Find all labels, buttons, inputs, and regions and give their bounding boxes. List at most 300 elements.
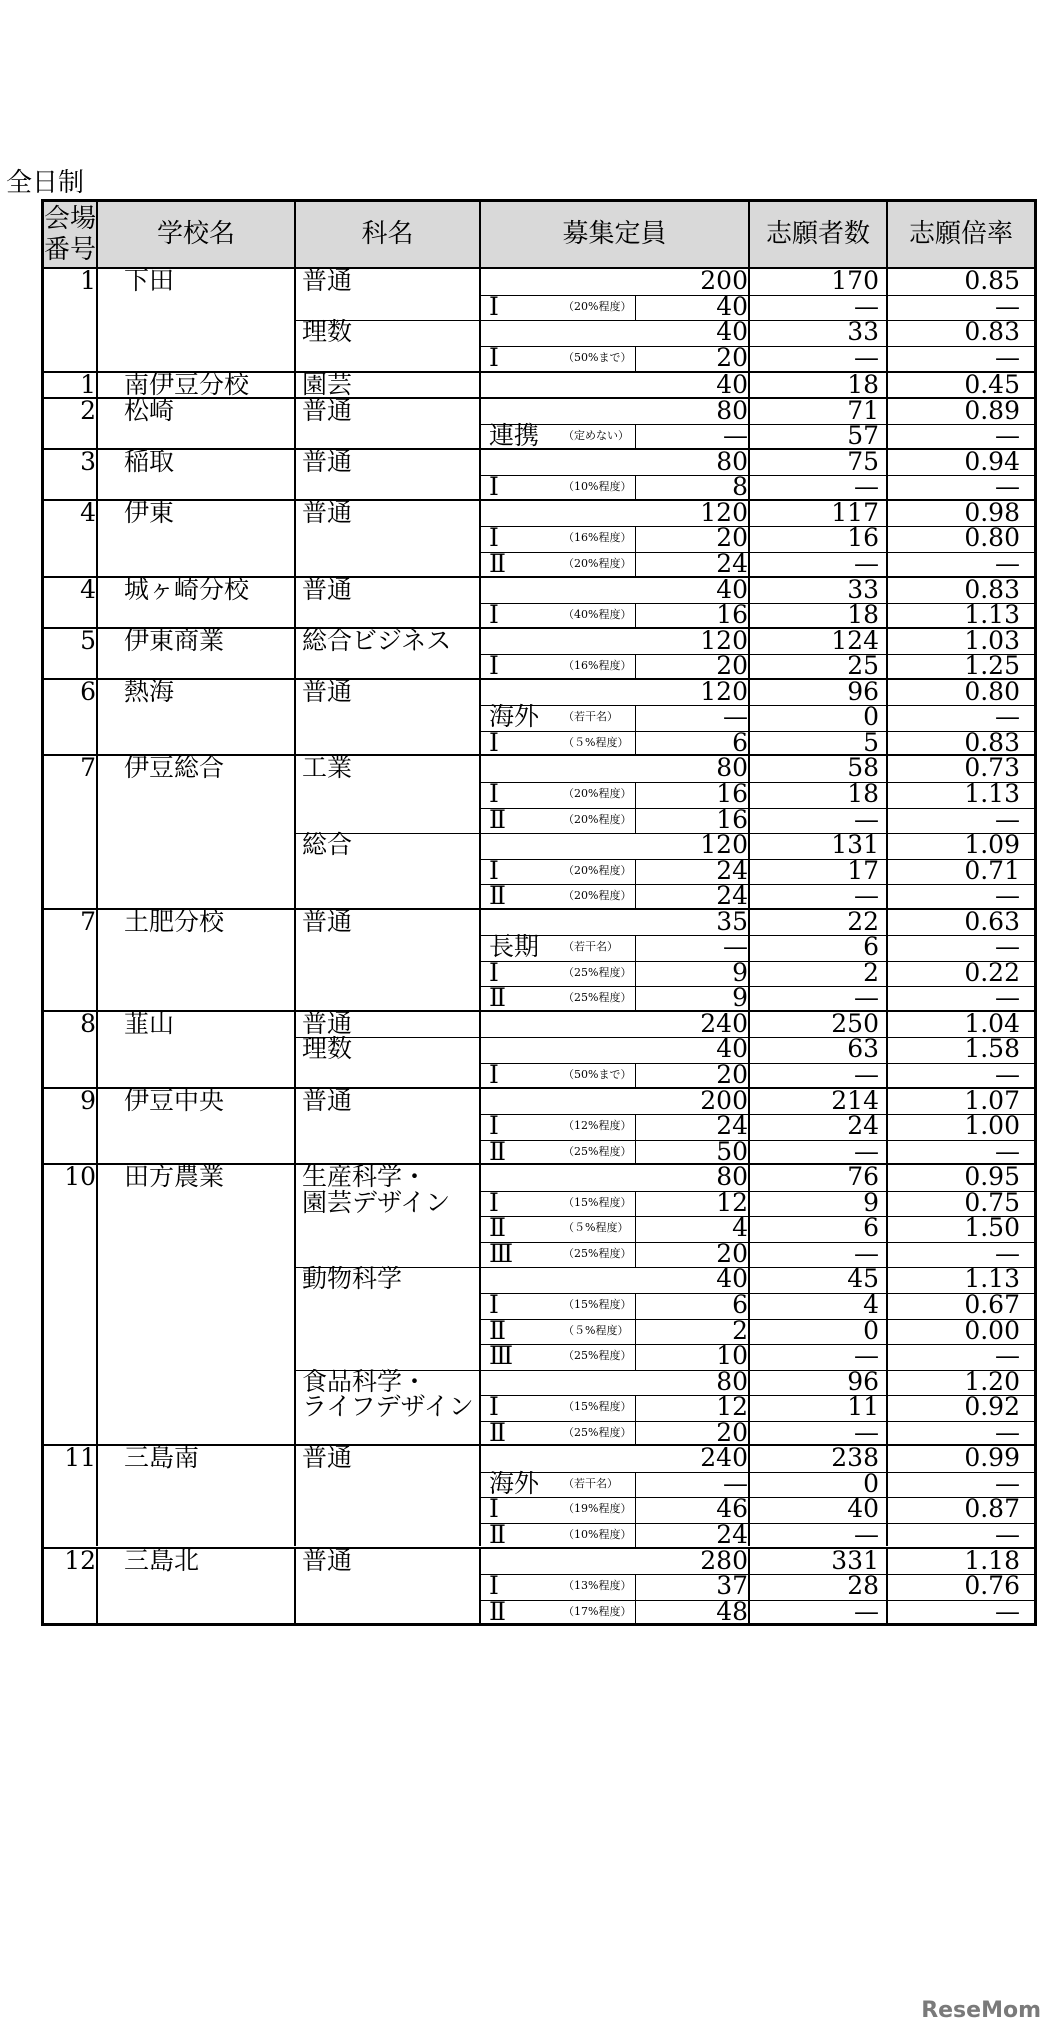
quota-value: 4 (732, 1213, 748, 1243)
selection-note: （16%程度） (563, 659, 632, 673)
applicants-value: 25 (847, 651, 879, 681)
applicants-value: 58 (847, 753, 879, 783)
selection-label: Ⅰ (489, 727, 499, 757)
ratio-value: 0.71 (964, 855, 1020, 885)
selection-note: （10%程度） (563, 1527, 632, 1541)
applicants-value: — (854, 291, 879, 321)
selection-label: Ⅰ (489, 957, 499, 987)
venue-number: 4 (80, 574, 96, 604)
selection-label: Ⅱ (489, 1596, 506, 1626)
quota-value: 20 (716, 342, 748, 372)
applicants-value: 238 (831, 1443, 879, 1473)
ratio-value: 0.73 (964, 753, 1020, 783)
ratio-value: 0.80 (964, 523, 1020, 553)
quota-value: 8 (732, 472, 748, 502)
selection-label: Ⅰ (489, 1187, 499, 1217)
department-name: 普通 (302, 446, 353, 476)
applicants-value: 124 (831, 625, 879, 655)
quota-value: 120 (700, 497, 748, 527)
applicants-value: — (854, 342, 879, 372)
selection-note: （20%程度） (563, 786, 632, 800)
venue-number: 2 (80, 395, 96, 425)
ratio-value: 0.83 (964, 727, 1020, 757)
selection-label: Ⅱ (489, 1136, 506, 1166)
quota-value: 40 (716, 1264, 748, 1294)
applicants-value: 170 (831, 266, 879, 295)
quota-value: — (723, 702, 748, 732)
header-venue: 会場 番号 (44, 203, 97, 265)
ratio-value: 1.58 (964, 1034, 1020, 1064)
applicants-value: 71 (847, 395, 879, 425)
quota-value: 50 (716, 1136, 748, 1166)
venue-number: 12 (64, 1545, 96, 1575)
applicants-value: 250 (831, 1008, 879, 1038)
ratio-value: 0.75 (964, 1187, 1020, 1217)
school-name: 三島南 (124, 1443, 200, 1473)
selection-label: Ⅰ (489, 1111, 499, 1141)
quota-value: 16 (716, 600, 748, 630)
venue-number: 8 (80, 1008, 96, 1038)
department-name: 普通 (302, 497, 353, 527)
quota-value: 40 (716, 291, 748, 321)
ratio-value: — (995, 702, 1020, 732)
applicants-value: — (854, 1136, 879, 1166)
venue-number: 3 (80, 446, 96, 476)
selection-label: 長期 (489, 932, 540, 962)
quota-value: 24 (716, 881, 748, 911)
ratio-value: 0.99 (964, 1443, 1020, 1473)
ratio-value: 0.95 (964, 1162, 1020, 1192)
ratio-value: — (995, 804, 1020, 834)
ratio-value: 0.80 (964, 676, 1020, 706)
applicants-value: 331 (831, 1545, 879, 1575)
school-block (44, 678, 1034, 755)
venue-number: 11 (64, 1443, 96, 1473)
school-block (44, 1008, 1034, 1090)
quota-value: 80 (716, 1366, 748, 1396)
applicants-value: 214 (831, 1085, 879, 1115)
selection-label: Ⅰ (489, 855, 499, 885)
quota-value: — (723, 932, 748, 962)
quota-value: 200 (700, 266, 748, 295)
ratio-value: 1.03 (964, 625, 1020, 655)
applicants-value: 2 (863, 957, 879, 987)
header-school: 学校名 (156, 219, 235, 249)
school-block (44, 625, 1034, 681)
table-header (44, 202, 1034, 269)
ratio-value: — (995, 1417, 1020, 1447)
school-block (44, 906, 1034, 1013)
applicants-value: 96 (847, 676, 879, 706)
applicants-value: 131 (831, 830, 879, 860)
school-block (44, 1162, 1034, 1447)
ratio-value: 0.89 (964, 395, 1020, 425)
selection-note: （16%程度） (563, 531, 632, 545)
school-name: 田方農業 (124, 1162, 225, 1192)
ratio-value: 1.13 (964, 778, 1020, 808)
department-name: 理数 (302, 1034, 353, 1064)
selection-label: Ⅰ (489, 600, 499, 630)
selection-note: （５%程度） (563, 1323, 629, 1337)
applicants-value: 18 (847, 600, 879, 630)
ratio-value: — (995, 549, 1020, 579)
selection-note: （定めない） (563, 429, 629, 443)
selection-label: 連携 (489, 421, 540, 451)
department-name: 普通 (302, 574, 353, 604)
school-name: 伊豆中央 (124, 1085, 225, 1115)
quota-value: 12 (716, 1187, 748, 1217)
selection-label: Ⅰ (489, 342, 499, 372)
applicants-value: 22 (847, 906, 879, 936)
school-block (44, 446, 1034, 502)
applicants-value: 96 (847, 1366, 879, 1396)
quota-value: 20 (716, 651, 748, 681)
quota-value: 9 (732, 983, 748, 1013)
selection-note: （20%程度） (563, 812, 632, 826)
ratio-value: 0.87 (964, 1494, 1020, 1524)
quota-value: 20 (716, 1417, 748, 1447)
school-block (44, 1547, 1034, 1624)
ratio-value: 0.67 (964, 1290, 1020, 1319)
selection-note: （20%程度） (563, 889, 632, 903)
school-name: 城ヶ崎分校 (124, 574, 250, 604)
applicants-value: — (854, 1060, 879, 1090)
ratio-value: — (995, 472, 1020, 502)
department-name: 普通 (302, 676, 353, 706)
selection-note: （若干名） (563, 710, 618, 724)
school-name: 南伊豆分校 (124, 370, 250, 400)
applicants-value: 33 (847, 317, 879, 347)
applicants-value: — (854, 1417, 879, 1447)
quota-value: 240 (700, 1443, 748, 1473)
applicants-value: 57 (847, 421, 879, 451)
selection-label: Ⅱ (489, 881, 506, 911)
quota-value: 80 (716, 395, 748, 425)
quota-value: 46 (716, 1494, 748, 1524)
department-name: 動物科学 (302, 1264, 403, 1294)
selection-label: Ⅱ (489, 1315, 506, 1345)
quota-value: 24 (716, 549, 748, 579)
selection-label: Ⅰ (489, 523, 499, 553)
applicants-value: 63 (847, 1034, 879, 1064)
selection-label: Ⅰ (489, 778, 499, 808)
quota-value: 16 (716, 804, 748, 834)
selection-label: Ⅱ (489, 983, 506, 1013)
department-name: 工業 (302, 753, 353, 783)
header-quota: 募集定員 (562, 219, 667, 249)
school-name: 下田 (124, 266, 175, 295)
quota-value: 80 (716, 446, 748, 476)
department-name: 総合ビジネス (302, 625, 452, 655)
department-name: 食品科学・ ライフデザイン (302, 1366, 474, 1422)
header-ratio: 志願倍率 (908, 219, 1013, 249)
venue-number: 6 (80, 676, 96, 706)
applicants-value: 11 (847, 1392, 879, 1422)
quota-value: 37 (716, 1571, 748, 1601)
ratio-value: — (995, 342, 1020, 372)
school-name: 熱海 (124, 676, 175, 706)
selection-note: （５%程度） (563, 1221, 629, 1235)
selection-note: （25%程度） (563, 1246, 632, 1260)
selection-label: Ⅰ (489, 1060, 499, 1090)
applicants-value: 24 (847, 1111, 879, 1141)
selection-label: Ⅱ (489, 1417, 506, 1447)
applicants-value: 117 (831, 497, 879, 527)
school-name: 韮山 (124, 1008, 175, 1038)
applicants-value: — (854, 983, 879, 1013)
selection-note: （５%程度） (563, 735, 629, 749)
ratio-value: 0.85 (964, 266, 1020, 295)
applicants-value: 18 (847, 370, 879, 400)
ratio-value: — (995, 291, 1020, 321)
ratio-value: 1.20 (964, 1366, 1020, 1396)
ratio-value: — (995, 1468, 1020, 1498)
selection-label: Ⅱ (489, 1213, 506, 1243)
table-row (44, 1595, 1034, 1628)
ratio-value: 0.83 (964, 574, 1020, 604)
ratio-value: 1.09 (964, 830, 1020, 860)
school-block (44, 753, 1034, 911)
selection-note: （20%程度） (563, 863, 632, 877)
quota-value: 6 (732, 1290, 748, 1319)
ratio-value: 0.94 (964, 446, 1020, 476)
quota-value: 20 (716, 1060, 748, 1090)
selection-note: （25%程度） (563, 965, 632, 979)
quota-value: 40 (716, 370, 748, 400)
applicants-value: — (854, 804, 879, 834)
selection-note: （25%程度） (563, 1425, 632, 1439)
department-name: 園芸 (302, 370, 353, 400)
department-name: 普通 (302, 266, 353, 295)
selection-note: （17%程度） (563, 1604, 632, 1618)
quota-value: 9 (732, 957, 748, 987)
school-name: 伊東商業 (124, 625, 225, 655)
school-name: 三島北 (124, 1545, 200, 1575)
ratio-value: 0.76 (964, 1571, 1020, 1601)
ratio-value: 0.98 (964, 497, 1020, 527)
watermark-logo: ReseMom (921, 1998, 1041, 2023)
applicants-value: 33 (847, 574, 879, 604)
applicants-value: 76 (847, 1162, 879, 1192)
ratio-value: 0.45 (964, 370, 1020, 400)
applicants-value: — (854, 1238, 879, 1268)
school-block (44, 574, 1034, 630)
selection-note: （40%程度） (563, 608, 632, 622)
ratio-value: — (995, 1519, 1020, 1549)
venue-number: 7 (80, 906, 96, 936)
applicants-value: — (854, 1596, 879, 1626)
selection-note: （25%程度） (563, 1144, 632, 1158)
selection-note: （若干名） (563, 940, 618, 954)
school-name: 伊東 (124, 497, 175, 527)
ratio-value: — (995, 421, 1020, 451)
selection-label: Ⅱ (489, 804, 506, 834)
department-name: 理数 (302, 317, 353, 347)
quota-value: 120 (700, 625, 748, 655)
ratio-value: 1.13 (964, 1264, 1020, 1294)
ratio-value: 1.18 (964, 1545, 1020, 1575)
ratio-value: — (995, 881, 1020, 911)
quota-value: 80 (716, 753, 748, 783)
applicants-value: 28 (847, 1571, 879, 1601)
selection-label: Ⅰ (489, 651, 499, 681)
quota-value: 16 (716, 778, 748, 808)
quota-value: 40 (716, 317, 748, 347)
quota-value: 20 (716, 1238, 748, 1268)
quota-value: 24 (716, 1111, 748, 1141)
selection-label: 海外 (489, 1468, 540, 1498)
school-name: 伊豆総合 (124, 753, 225, 783)
ratio-value: — (995, 1136, 1020, 1166)
selection-note: （15%程度） (563, 1195, 632, 1209)
selection-label: Ⅰ (489, 472, 499, 502)
venue-number: 1 (80, 370, 96, 400)
applicants-value: 0 (863, 1468, 879, 1498)
school-name: 稲取 (124, 446, 175, 476)
quota-value: — (723, 421, 748, 451)
ratio-value: 1.00 (964, 1111, 1020, 1141)
school-block (44, 1087, 1034, 1164)
header-department: 科名 (361, 219, 414, 249)
header-applicants: 志願者数 (765, 219, 870, 249)
selection-note: （20%程度） (563, 299, 632, 313)
selection-note: （20%程度） (563, 557, 632, 571)
ratio-value: 1.50 (964, 1213, 1020, 1243)
selection-note: （15%程度） (563, 1400, 632, 1414)
selection-note: （25%程度） (563, 991, 632, 1005)
quota-value: 12 (716, 1392, 748, 1422)
school-block (44, 266, 1034, 372)
venue-number: 10 (64, 1162, 96, 1192)
school-name: 土肥分校 (124, 906, 225, 936)
applicants-value: 4 (863, 1290, 879, 1319)
applicants-value: 5 (863, 727, 879, 757)
applicants-value: 6 (863, 932, 879, 962)
quota-value: 200 (700, 1085, 748, 1115)
department-name: 普通 (302, 906, 353, 936)
selection-label: Ⅲ (489, 1238, 514, 1268)
venue-number: 4 (80, 497, 96, 527)
venue-number: 7 (80, 753, 96, 783)
department-name: 普通 (302, 1443, 353, 1473)
applicants-value: 17 (847, 855, 879, 885)
applicants-value: — (854, 1341, 879, 1371)
quota-value: 24 (716, 855, 748, 885)
applicants-value: 40 (847, 1494, 879, 1524)
quota-value: 40 (716, 1034, 748, 1064)
applicants-value: — (854, 881, 879, 911)
department-name: 普通 (302, 1085, 353, 1115)
department-name: 普通 (302, 1008, 353, 1038)
quota-value: 120 (700, 830, 748, 860)
applicants-value: 0 (863, 1315, 879, 1345)
venue-number: 5 (80, 625, 96, 655)
selection-note: （13%程度） (563, 1579, 632, 1593)
quota-value: 40 (716, 574, 748, 604)
department-name: 生産科学・ 園芸デザイン (302, 1162, 451, 1217)
selection-note: （19%程度） (563, 1502, 632, 1516)
ratio-value: 0.92 (964, 1392, 1020, 1422)
quota-value: 240 (700, 1008, 748, 1038)
school-block (44, 1443, 1034, 1549)
ratio-value: 0.63 (964, 906, 1020, 936)
selection-label: Ⅱ (489, 1519, 506, 1549)
quota-value: 24 (716, 1519, 748, 1549)
selection-note: （50%まで） (563, 350, 632, 364)
venue-number: 9 (80, 1085, 96, 1115)
applicants-value: 18 (847, 778, 879, 808)
selection-label: Ⅰ (489, 1392, 499, 1422)
department-name: 総合 (302, 830, 353, 860)
department-name: 普通 (302, 1545, 353, 1575)
selection-label: Ⅰ (489, 1494, 499, 1524)
ratio-value: — (995, 932, 1020, 962)
selection-label: Ⅱ (489, 549, 506, 579)
selection-note: （12%程度） (563, 1119, 632, 1133)
quota-value: 120 (700, 676, 748, 706)
selection-label: Ⅰ (489, 1290, 499, 1319)
quota-value: 2 (732, 1315, 748, 1345)
quota-value: 80 (716, 1162, 748, 1192)
quota-value: 6 (732, 727, 748, 757)
ratio-value: 0.00 (964, 1315, 1020, 1345)
quota-value: 10 (716, 1341, 748, 1371)
venue-number: 1 (80, 266, 96, 295)
school-block (44, 395, 1034, 451)
applicants-value: — (854, 549, 879, 579)
school-block (44, 497, 1034, 579)
ratio-value: 1.07 (964, 1085, 1020, 1115)
selection-label: 海外 (489, 702, 540, 732)
ratio-value: 0.83 (964, 317, 1020, 347)
school-name: 松崎 (124, 395, 175, 425)
department-name: 普通 (302, 395, 353, 425)
selection-note: （25%程度） (563, 1349, 632, 1363)
applicants-value: 75 (847, 446, 879, 476)
selection-note: （50%まで） (563, 1068, 632, 1082)
quota-value: 20 (716, 523, 748, 553)
quota-value: 280 (700, 1545, 748, 1575)
admission-table (41, 199, 1037, 1626)
selection-note: （10%程度） (563, 480, 632, 494)
ratio-value: 1.25 (964, 651, 1020, 681)
quota-value: — (723, 1468, 748, 1498)
ratio-value: 1.13 (964, 600, 1020, 630)
selection-label: Ⅰ (489, 1571, 499, 1601)
selection-label: Ⅰ (489, 291, 499, 321)
page-heading: 全日制 (6, 168, 85, 198)
ratio-value: — (995, 1596, 1020, 1626)
applicants-value: — (854, 1519, 879, 1549)
selection-note: （15%程度） (563, 1298, 632, 1311)
ratio-value: 0.22 (964, 957, 1020, 987)
applicants-value: 16 (847, 523, 879, 553)
applicants-value: 6 (863, 1213, 879, 1243)
ratio-value: — (995, 1060, 1020, 1090)
applicants-value: — (854, 472, 879, 502)
applicants-value: 9 (863, 1187, 879, 1217)
selection-note: （若干名） (563, 1476, 618, 1490)
ratio-value: 1.04 (964, 1008, 1020, 1038)
selection-label: Ⅲ (489, 1341, 514, 1371)
quota-value: 48 (716, 1596, 748, 1626)
applicants-value: 0 (863, 702, 879, 732)
ratio-value: — (995, 1238, 1020, 1268)
applicants-value: 45 (847, 1264, 879, 1294)
quota-value: 35 (716, 906, 748, 936)
ratio-value: — (995, 983, 1020, 1013)
ratio-value: — (995, 1341, 1020, 1371)
